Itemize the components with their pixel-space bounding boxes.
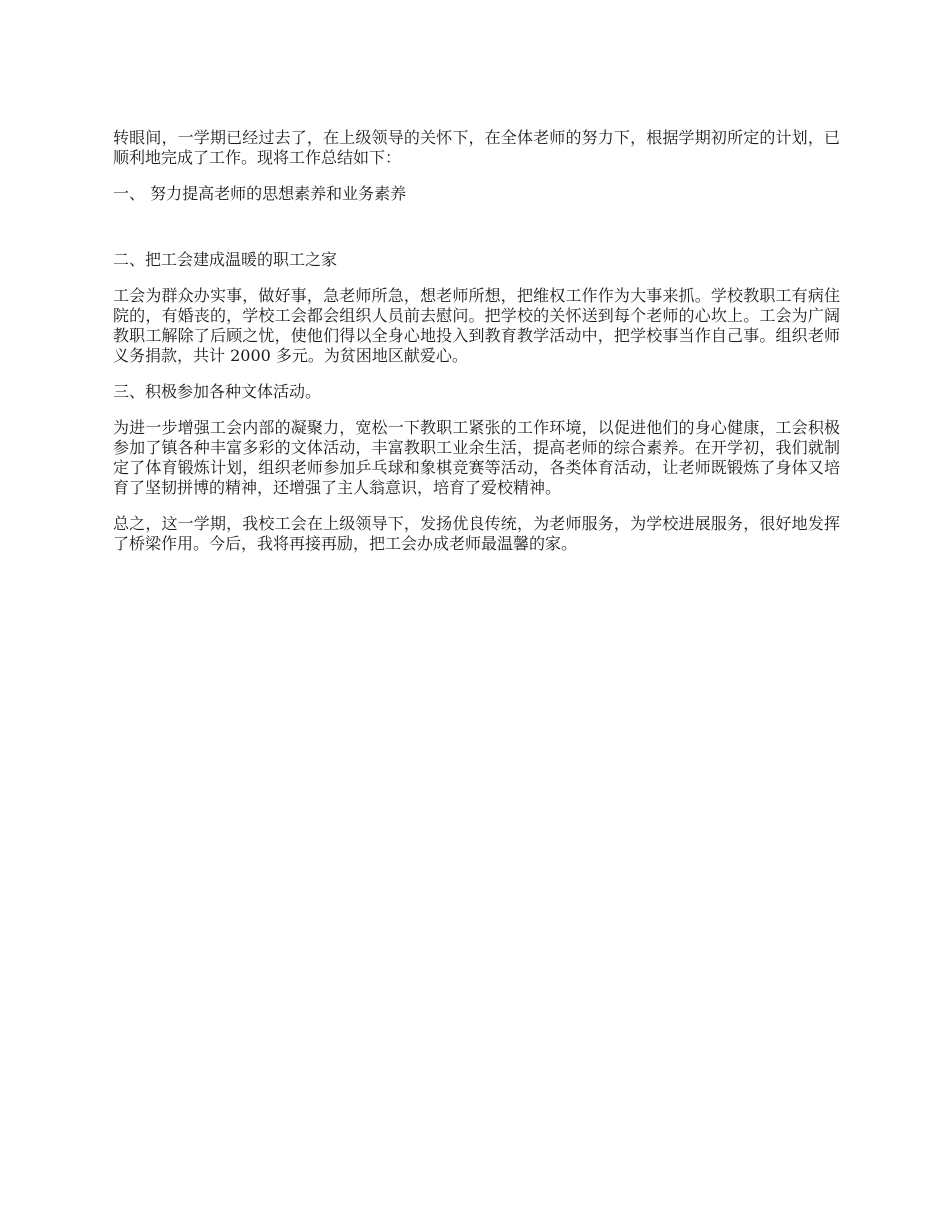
- section2-heading: 二、把工会建成温暖的职工之家: [113, 250, 338, 269]
- section1-heading: 一、 努力提高老师的思想素养和业务素养: [113, 184, 407, 203]
- spacer: [113, 270, 840, 286]
- section2-body: 工会为群众办实事，做好事，急老师所急，想老师所想，把维权工作作为大事来抓。学校教职工有病住院的，有婚丧的，学校工会都会组织人员前去慰问。把学校的关怀送到每个老师的心坎上。工会为广阔教职工解除了后顾之忧，使他们得以全身心地投入到教育教学活动中，把学校事当作自己事。组织老师义务捐款，共计 2000 多元。为贫困地区献爱心。: [113, 286, 840, 365]
- conclusion-paragraph: 总之，这一学期，我校工会在上级领导下，发扬优良传统，为老师服务，为学校进展服务，很好地发挥了桥梁作用。今后，我将再接再励，把工会办成老师最温馨的家。: [113, 514, 840, 553]
- spacer: [113, 168, 840, 184]
- section3-body: 为进一步增强工会内部的凝聚力，宽松一下教职工紧张的工作环境，以促进他们的身心健康，工会积极参加了镇各种丰富多彩的文体活动，丰富教职工业余生活，提高老师的综合素养。在开学初，我们就制定了体育锻炼计划，组织老师参加乒乓球和象棋竞赛等活动，各类体育活动，让老师既锻炼了身体又培育了坚韧拼博的精神，还增强了主人翁意识，培育了爱校精神。: [113, 418, 840, 497]
- intro-paragraph: 转眼间，一学期已经过去了，在上级领导的关怀下，在全体老师的努力下，根据学期初所定的计划，已顺利地完成了工作。现将工作总结如下：: [113, 128, 840, 167]
- spacer: [113, 204, 840, 250]
- spacer: [113, 366, 840, 382]
- spacer: [113, 498, 840, 514]
- document-page: [113, 128, 840, 554]
- spacer: [113, 402, 840, 418]
- section3-heading: 三、积极参加各种文体活动。: [113, 382, 322, 401]
